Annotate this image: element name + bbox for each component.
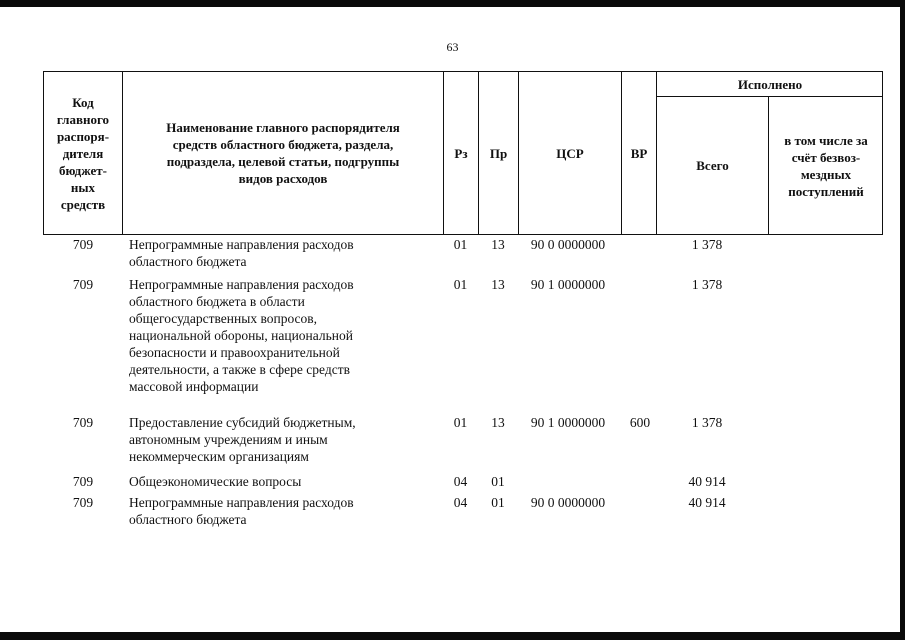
- cell-rz: 01: [453, 415, 468, 430]
- cell-name-line: областного бюджета: [129, 512, 247, 527]
- cell-total: 40 914: [688, 474, 726, 489]
- header-gratuitous-line: счёт безвоз-: [791, 149, 861, 165]
- header-code-line: ных: [70, 179, 96, 195]
- header-name-line: Наименование главного распорядителя: [166, 120, 400, 135]
- cell-pr: 13: [491, 237, 505, 252]
- cell-csr: 90 1 0000000: [530, 277, 606, 292]
- cell-name-line: деятельности, а также в сфере средств: [129, 362, 350, 377]
- cell-pr: 01: [491, 474, 505, 489]
- cell-name: [129, 236, 439, 270]
- cell-name-line: Предоставление субсидий бюджетным,: [129, 415, 356, 430]
- cell-total: 1 378: [691, 237, 723, 252]
- cell-name-line: безопасности и правоохранительной: [129, 345, 340, 360]
- right-scan-border: [900, 0, 905, 640]
- page-number: 63: [446, 40, 459, 54]
- header-code-line: бюджет-: [58, 162, 107, 178]
- cell-name-line: областного бюджета: [129, 254, 247, 269]
- cell-pr: 01: [491, 495, 505, 510]
- cell-rz: 04: [453, 495, 468, 510]
- cell-vr: 600: [629, 415, 651, 430]
- cell-code: 709: [72, 415, 94, 430]
- cell-name-line: общегосударственных вопросов,: [129, 311, 318, 326]
- cell-name-line: массовой информации: [129, 379, 259, 394]
- cell-pr: 13: [491, 277, 505, 292]
- header-vr: ВР: [630, 145, 648, 161]
- top-scan-border: [0, 0, 905, 7]
- cell-rz: 04: [453, 474, 468, 489]
- header-pr: Пр: [489, 145, 508, 161]
- header-name-line: средств областного бюджета, раздела,: [172, 137, 394, 152]
- cell-name-line: областного бюджета в области: [129, 294, 305, 309]
- header-code-line: распоря-: [56, 128, 110, 144]
- header-code-line: средств: [60, 196, 106, 212]
- cell-total: 1 378: [691, 415, 723, 430]
- cell-name: [129, 414, 439, 465]
- cell-name-line: Непрограммные направления расходов: [129, 237, 354, 252]
- header-gratuitous-line: в том числе за: [784, 132, 868, 148]
- cell-name-line: некоммерческим организациям: [129, 449, 309, 464]
- cell-csr: 90 0 0000000: [530, 237, 606, 252]
- header-code-line: дителя: [62, 145, 104, 161]
- cell-name-line: автономным учреждениям и иным: [129, 432, 328, 447]
- cell-name-line: Общеэкономические вопросы: [129, 474, 302, 489]
- cell-code: 709: [72, 237, 94, 252]
- cell-name: [129, 276, 439, 395]
- header-code-line: Код: [72, 94, 94, 110]
- header-gratuitous: [769, 97, 883, 234]
- header-total: Всего: [696, 158, 729, 173]
- cell-name: [129, 473, 439, 490]
- cell-name: [129, 494, 439, 528]
- cell-code: 709: [72, 474, 94, 489]
- header-code-line: главного: [56, 111, 110, 127]
- header-name-line: видов расходов: [238, 171, 328, 186]
- cell-code: 709: [72, 277, 94, 292]
- cell-csr: 90 1 0000000: [530, 415, 606, 430]
- cell-code: 709: [72, 495, 94, 510]
- header-name-line: подраздела, целевой статьи, подгруппы: [166, 154, 400, 169]
- cell-rz: 01: [453, 277, 468, 292]
- cell-name-line: национальной обороны, национальной: [129, 328, 353, 343]
- cell-total: 1 378: [691, 277, 723, 292]
- header-gratuitous-line: поступлений: [788, 183, 864, 199]
- bottom-scan-border: [0, 632, 905, 640]
- header-name: [123, 72, 443, 234]
- cell-name-line: Непрограммные направления расходов: [129, 495, 354, 510]
- cell-csr: 90 0 0000000: [530, 495, 606, 510]
- cell-rz: 01: [453, 237, 468, 252]
- header-gratuitous-line: мездных: [800, 166, 852, 182]
- cell-name-line: Непрограммные направления расходов: [129, 277, 354, 292]
- header-csr: ЦСР: [556, 145, 584, 161]
- header-executed: Исполнено: [737, 76, 803, 92]
- cell-pr: 13: [491, 415, 505, 430]
- header-code: [44, 72, 122, 234]
- cell-total: 40 914: [688, 495, 726, 510]
- header-rz: Рз: [454, 145, 468, 161]
